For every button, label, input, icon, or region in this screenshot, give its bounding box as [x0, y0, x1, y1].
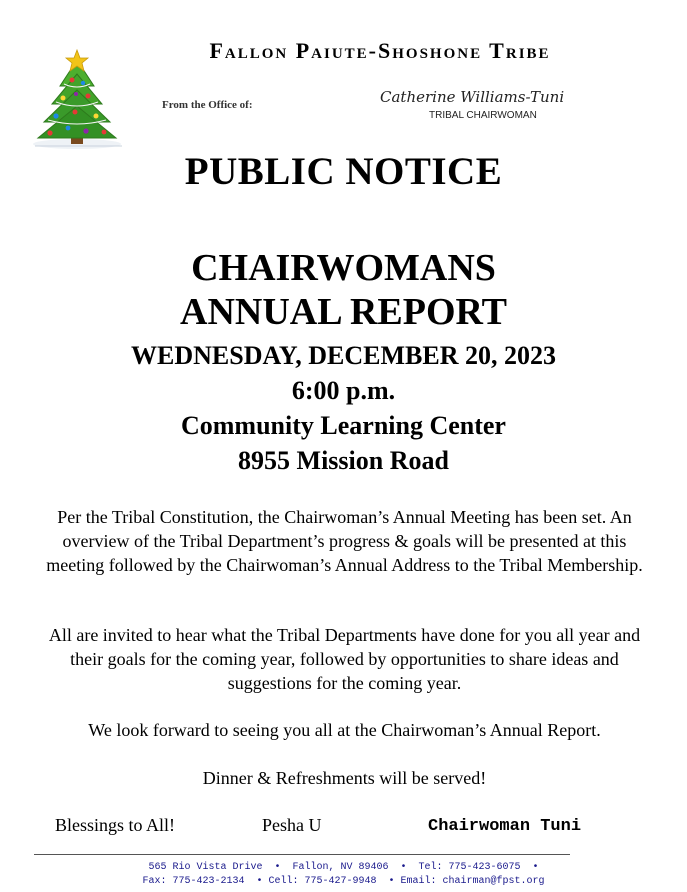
chairwoman-name: Catherine Williams-Tuni	[380, 88, 565, 106]
page-title: PUBLIC NOTICE	[184, 150, 503, 193]
event-address: 8955 Mission Road	[238, 446, 449, 475]
org-name: Fallon Paiute-Shoshone Tribe	[209, 38, 551, 63]
closing-blessings: Blessings to All!	[55, 815, 176, 835]
christmas-tree-icon	[30, 48, 125, 152]
closing-pesha: Pesha U	[262, 815, 322, 835]
body-paragraph-3: We look forward to seeing you all at the Chairwoman’s Annual Report.	[88, 720, 601, 740]
footer-divider	[34, 854, 570, 855]
chairwoman-title: TRIBAL CHAIRWOMAN	[429, 110, 537, 121]
body-paragraph-2: All are invited to hear what the Tribal Departments have done for you all year and their goals for the coming year, followed by opportunities to share ideas and suggestions for the coming year.	[48, 625, 641, 693]
body-paragraph-1: Per the Tribal Constitution, the Chairwoman’s Annual Meeting has been set. An overview of the Tribal Department’s progress & goals will be presented at this meeting followed by the Chairwoman’s Annual Address to the Tribal Membership.	[46, 507, 643, 575]
event-date: WEDNESDAY, DECEMBER 20, 2023	[131, 341, 556, 370]
footer-address: 565 Rio Vista Drive • Fallon, NV 89406 • Tel: 775-423-6075 •	[148, 862, 539, 873]
event-time: 6:00 p.m.	[291, 376, 396, 405]
event-title-line1: CHAIRWOMANS	[191, 247, 496, 289]
body-paragraph-4: Dinner & Refreshments will be served!	[202, 768, 487, 788]
event-venue: Community Learning Center	[181, 411, 506, 440]
signoff: Chairwoman Tuni	[428, 817, 582, 836]
footer-contact: Fax: 775-423-2134 • Cell: 775-427-9948 • Email: chairman@fpst.org	[142, 876, 545, 887]
event-title-line2: ANNUAL REPORT	[180, 291, 507, 333]
event-details	[0, 246, 687, 478]
from-office-label: From the Office of:	[162, 99, 253, 111]
